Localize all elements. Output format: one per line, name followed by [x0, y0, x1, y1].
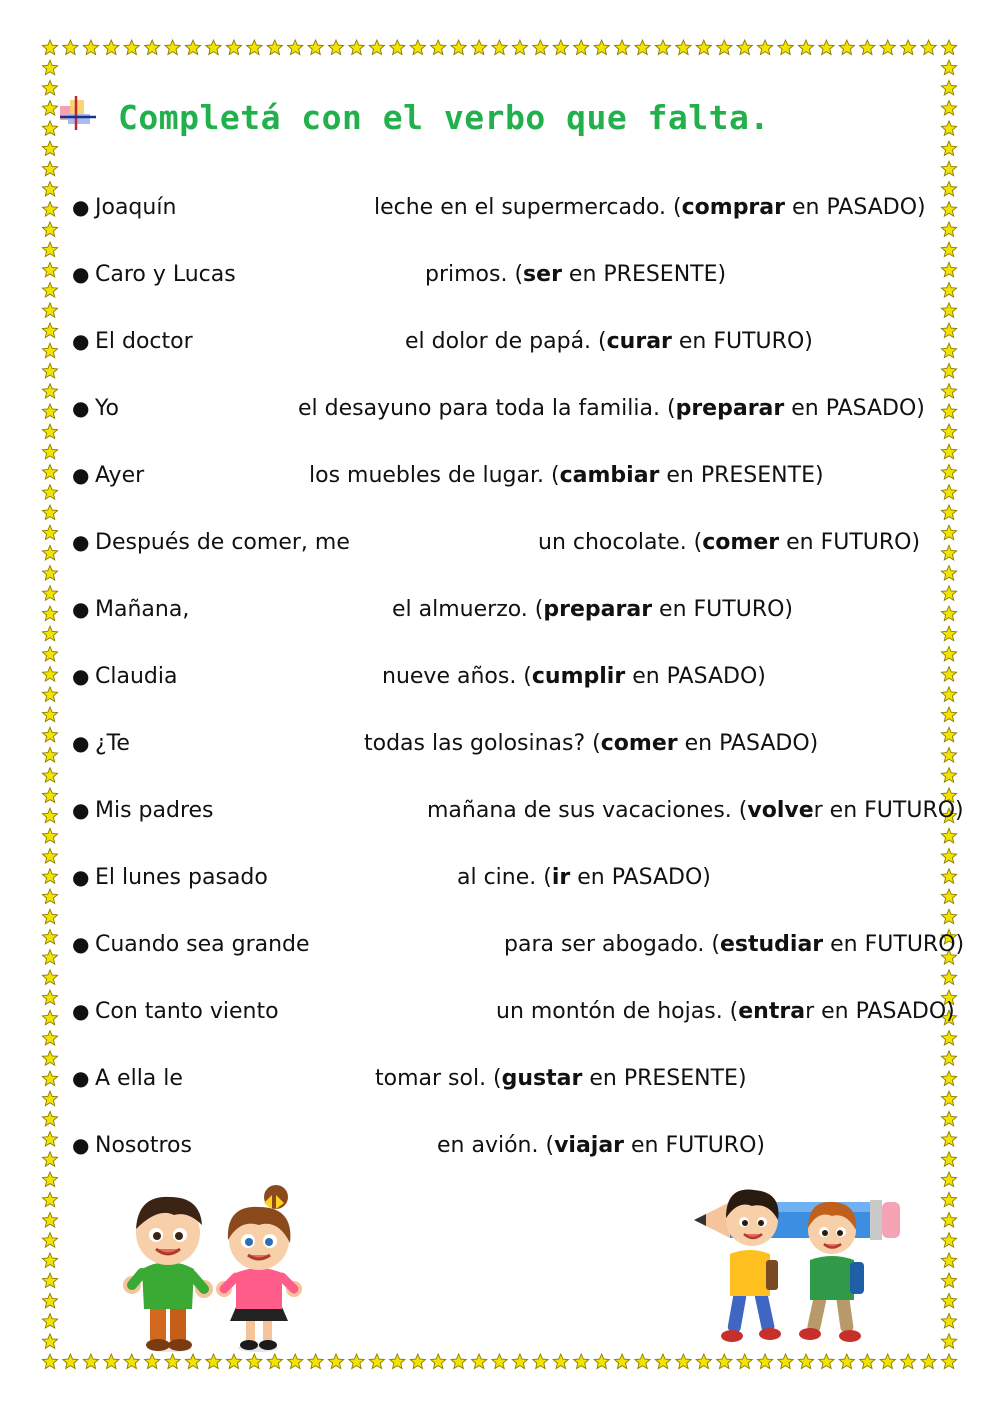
star-icon	[941, 1253, 956, 1268]
star-icon	[42, 424, 57, 439]
star-icon	[42, 970, 57, 985]
sentence-end: los muebles de lugar. (cambiar en PRESENTE)	[309, 463, 824, 488]
star-icon	[42, 384, 57, 398]
verb: estudiar	[719, 932, 824, 957]
bullet: ●	[72, 329, 90, 353]
star-icon	[42, 1172, 57, 1186]
star-icon	[880, 40, 895, 55]
star-icon	[42, 545, 57, 560]
star-icon	[594, 1354, 609, 1369]
star-icon	[42, 202, 57, 217]
sentence-end: nueve años. (cumplir en PASADO)	[382, 664, 766, 689]
star-icon	[42, 222, 57, 237]
star-icon	[492, 40, 507, 55]
star-icon	[696, 1354, 711, 1369]
star-icon	[42, 323, 57, 338]
bullet: ●	[72, 195, 90, 219]
star-icon	[390, 1354, 405, 1369]
star-icon	[839, 40, 854, 55]
star-icon	[226, 40, 241, 55]
bullet: ●	[72, 1133, 90, 1157]
star-icon	[676, 1354, 691, 1369]
star-icon	[512, 1354, 527, 1369]
star-icon	[42, 808, 57, 823]
star-icon	[42, 242, 57, 256]
star-icon	[42, 525, 57, 539]
exercise-line	[72, 731, 972, 765]
star-icon	[42, 1233, 57, 1248]
star-icon	[941, 1111, 956, 1126]
star-icon	[758, 1354, 773, 1369]
star-icon	[42, 283, 57, 298]
star-icon	[941, 849, 956, 864]
exercise-line	[72, 597, 972, 631]
star-icon	[941, 707, 956, 722]
star-icon	[267, 40, 282, 55]
star-icon	[941, 1314, 956, 1328]
sentence-end: primos. (ser en PRESENTE)	[425, 262, 727, 287]
star-icon	[42, 909, 57, 923]
star-icon	[42, 1273, 57, 1288]
star-icon	[42, 1111, 57, 1126]
star-icon	[165, 40, 180, 55]
star-icon	[941, 1273, 956, 1288]
star-icon	[63, 1354, 78, 1369]
sentence-end: tomar sol. (gustar en PRESENTE)	[375, 1066, 747, 1091]
star-icon	[941, 1334, 956, 1349]
verb: curar	[606, 329, 672, 354]
sentence-end: mañana de sus vacaciones. (volver en FUTURO)	[427, 798, 964, 823]
star-icon	[941, 444, 956, 459]
sentence-start: El doctor	[95, 329, 193, 354]
star-icon	[472, 1354, 487, 1369]
star-icon	[410, 1354, 425, 1369]
star-icon	[941, 303, 956, 318]
star-icon	[492, 1354, 507, 1369]
star-icon	[410, 40, 425, 55]
sentence-start: Claudia	[95, 664, 178, 689]
star-icon	[42, 930, 57, 944]
star-icon	[941, 970, 956, 985]
star-icon	[451, 1354, 466, 1369]
star-icon	[308, 40, 323, 55]
star-icon	[42, 788, 57, 802]
star-icon	[42, 950, 57, 965]
star-icon	[42, 566, 57, 581]
star-icon	[104, 40, 119, 55]
exercise-line	[72, 195, 972, 229]
star-icon	[941, 1172, 956, 1186]
star-icon	[206, 40, 221, 55]
star-icon	[42, 990, 57, 1005]
bullet: ●	[72, 1066, 90, 1090]
star-icon	[42, 606, 57, 621]
verb: ir	[551, 865, 571, 890]
star-icon	[288, 1354, 303, 1369]
star-icon	[941, 80, 956, 95]
star-icon	[615, 40, 630, 55]
star-icon	[42, 505, 57, 519]
star-icon	[42, 1152, 57, 1167]
verb: gustar	[501, 1066, 583, 1091]
sentence-start: El lunes pasado	[95, 865, 268, 890]
star-icon	[328, 40, 343, 55]
bullet: ●	[72, 396, 90, 420]
verb: comer	[702, 530, 780, 555]
star-icon	[349, 40, 364, 55]
sentence-start: Cuando sea grande	[95, 932, 310, 957]
star-icon	[42, 1071, 57, 1086]
star-icon	[921, 1354, 936, 1369]
star-icon	[185, 40, 200, 55]
star-icon	[42, 1354, 57, 1369]
star-icon	[717, 1354, 732, 1369]
star-icon	[42, 303, 57, 318]
star-icon	[880, 1354, 895, 1369]
star-icon	[941, 1192, 956, 1206]
bullet: ●	[72, 530, 90, 554]
star-icon	[267, 1354, 282, 1369]
star-icon	[42, 828, 57, 843]
sentence-end: en avión. (viajar en FUTURO)	[437, 1133, 765, 1158]
star-icon	[941, 242, 956, 256]
sentence-end: el desayuno para toda la familia. (preparar en PASADO)	[298, 396, 925, 421]
star-icon	[42, 1253, 57, 1268]
exercise-line	[72, 396, 972, 430]
star-icon	[635, 1354, 650, 1369]
star-icon	[42, 1010, 57, 1025]
star-icon	[185, 1354, 200, 1369]
sentence-start: Mis padres	[95, 798, 214, 823]
sentence-end: el dolor de papá. (curar en FUTURO)	[405, 329, 813, 354]
star-icon	[941, 1213, 956, 1228]
bullet: ●	[72, 798, 90, 822]
star-icon	[42, 1091, 57, 1106]
star-icon	[798, 40, 813, 55]
star-icon	[42, 889, 57, 904]
star-icon	[369, 1354, 384, 1369]
sentence-start: Nosotros	[95, 1133, 192, 1158]
star-icon	[431, 40, 446, 55]
star-icon	[328, 1354, 343, 1369]
star-icon	[42, 1192, 57, 1206]
star-icon	[42, 768, 57, 782]
star-icon	[839, 1354, 854, 1369]
star-icon	[941, 40, 956, 55]
verb: preparar	[543, 597, 653, 622]
star-icon	[635, 40, 650, 55]
star-icon	[737, 40, 752, 55]
star-icon	[941, 909, 956, 923]
sentence-end: para ser abogado. (estudiar en FUTURO)	[504, 932, 965, 957]
verb: preparar	[675, 396, 785, 421]
star-icon	[288, 40, 303, 55]
star-icon	[42, 485, 57, 500]
sentence-start: Mañana,	[95, 597, 190, 622]
star-icon	[798, 1354, 813, 1369]
star-icon	[42, 707, 57, 722]
boys-carrying-pencil-illustration	[690, 1180, 905, 1350]
exercise-line	[72, 329, 972, 363]
verb: ser	[523, 262, 562, 287]
star-icon	[42, 687, 57, 702]
star-icon	[42, 80, 57, 95]
star-icon	[921, 40, 936, 55]
sentence-start: A ella le	[95, 1066, 183, 1091]
star-icon	[42, 465, 57, 480]
star-icon	[42, 727, 57, 742]
star-icon	[42, 849, 57, 864]
sentence-start: Después de comer, me	[95, 530, 350, 555]
verb: volve	[747, 798, 814, 823]
sentence-end: el almuerzo. (preparar en FUTURO)	[392, 597, 794, 622]
star-icon	[655, 1354, 670, 1369]
star-icon	[42, 647, 57, 661]
star-icon	[472, 40, 487, 55]
star-icon	[941, 141, 956, 155]
star-icon	[901, 1354, 916, 1369]
star-icon	[941, 647, 956, 661]
star-icon	[42, 182, 57, 197]
sentence-end: todas las golosinas? (comer en PASADO)	[364, 731, 819, 756]
exercise-line	[72, 664, 972, 698]
bullet: ●	[72, 463, 90, 487]
star-icon	[63, 40, 78, 55]
star-icon	[42, 141, 57, 155]
star-icon	[655, 40, 670, 55]
star-icon	[42, 1293, 57, 1307]
star-icon	[104, 1354, 119, 1369]
star-icon	[676, 40, 691, 55]
exercise-line	[72, 1133, 972, 1167]
sentence-start: ¿Te	[95, 731, 130, 756]
star-icon	[860, 40, 875, 55]
bullet: ●	[72, 731, 90, 755]
verb: comprar	[681, 195, 785, 220]
star-icon	[83, 1354, 98, 1369]
star-icon	[145, 40, 160, 55]
sentence-start: Caro y Lucas	[95, 262, 236, 287]
star-icon	[42, 1213, 57, 1228]
sentence-start: Yo	[95, 396, 119, 421]
star-icon	[941, 182, 956, 197]
star-icon	[124, 1354, 139, 1369]
star-icon	[124, 40, 139, 55]
star-icon	[42, 586, 57, 601]
star-icon	[226, 1354, 241, 1369]
star-icon	[42, 343, 57, 358]
sentence-end: al cine. (ir en PASADO)	[457, 865, 711, 890]
exercise-line	[72, 865, 972, 899]
star-icon	[941, 363, 956, 378]
star-icon	[247, 1354, 262, 1369]
verb: entra	[738, 999, 806, 1024]
exercise-line	[72, 262, 972, 296]
star-icon	[451, 40, 466, 55]
star-icon	[308, 1354, 323, 1369]
star-icon	[574, 40, 589, 55]
sentence-start: Ayer	[95, 463, 145, 488]
star-icon	[553, 40, 568, 55]
sentence-start: Joaquín	[95, 195, 177, 220]
star-icon	[206, 1354, 221, 1369]
star-icon	[431, 1354, 446, 1369]
star-icon	[941, 1354, 956, 1369]
exercise-line	[72, 530, 972, 564]
star-icon	[594, 40, 609, 55]
star-icon	[819, 1354, 834, 1369]
exercise-line	[72, 999, 972, 1033]
bullet: ●	[72, 999, 90, 1023]
bullet: ●	[72, 865, 90, 889]
exercise-line	[72, 463, 972, 497]
star-icon	[42, 1132, 57, 1147]
star-icon	[247, 40, 262, 55]
star-icon	[615, 1354, 630, 1369]
colored-squares-icon	[56, 96, 96, 132]
star-icon	[941, 60, 956, 74]
sentence-end: un montón de hojas. (entrar en PASADO)	[496, 999, 955, 1024]
star-icon	[758, 40, 773, 55]
sentence-start: Con tanto viento	[95, 999, 279, 1024]
sentence-end: leche en el supermercado. (comprar en PASADO)	[374, 195, 926, 220]
star-icon	[941, 1233, 956, 1248]
star-icon	[42, 161, 57, 176]
verb: comer	[600, 731, 678, 756]
exercise-line	[72, 932, 972, 966]
star-icon	[533, 40, 548, 55]
star-icon	[941, 768, 956, 782]
star-icon	[145, 1354, 160, 1369]
star-icon	[941, 566, 956, 581]
bullet: ●	[72, 932, 90, 956]
star-icon	[165, 1354, 180, 1369]
star-icon	[42, 869, 57, 884]
star-icon	[778, 40, 793, 55]
star-icon	[533, 1354, 548, 1369]
star-icon	[42, 748, 57, 763]
bullet: ●	[72, 597, 90, 621]
star-icon	[349, 1354, 364, 1369]
star-icon	[369, 40, 384, 55]
star-icon	[941, 121, 956, 135]
bullet: ●	[72, 262, 90, 286]
star-icon	[42, 1314, 57, 1328]
star-icon	[941, 1293, 956, 1307]
star-icon	[42, 667, 57, 681]
star-icon	[42, 404, 57, 418]
star-icon	[941, 161, 956, 176]
boy-and-girl-thumbs-up-illustration	[118, 1185, 303, 1355]
star-icon	[737, 1354, 752, 1369]
sentence-end: un chocolate. (comer en FUTURO)	[538, 530, 921, 555]
star-icon	[83, 40, 98, 55]
star-icon	[941, 505, 956, 519]
star-icon	[574, 1354, 589, 1369]
verb: viajar	[554, 1133, 625, 1158]
star-icon	[42, 40, 57, 55]
star-icon	[42, 1051, 57, 1065]
star-icon	[778, 1354, 793, 1369]
star-icon	[941, 101, 956, 116]
page-title: Completá con el verbo que falta.	[118, 98, 770, 137]
star-icon	[553, 1354, 568, 1369]
bullet: ●	[72, 664, 90, 688]
star-icon	[42, 262, 57, 276]
exercise-line	[72, 798, 972, 832]
star-icon	[42, 363, 57, 378]
star-icon	[512, 40, 527, 55]
verb: cambiar	[559, 463, 660, 488]
star-icon	[696, 40, 711, 55]
star-icon	[42, 444, 57, 459]
star-icon	[860, 1354, 875, 1369]
star-icon	[42, 626, 57, 641]
star-icon	[901, 40, 916, 55]
star-icon	[42, 1031, 57, 1045]
star-icon	[941, 1051, 956, 1065]
star-icon	[42, 1334, 57, 1349]
verb: cumplir	[531, 664, 626, 689]
exercise-line	[72, 1066, 972, 1100]
star-icon	[42, 60, 57, 74]
star-icon	[819, 40, 834, 55]
star-icon	[390, 40, 405, 55]
star-icon	[717, 40, 732, 55]
